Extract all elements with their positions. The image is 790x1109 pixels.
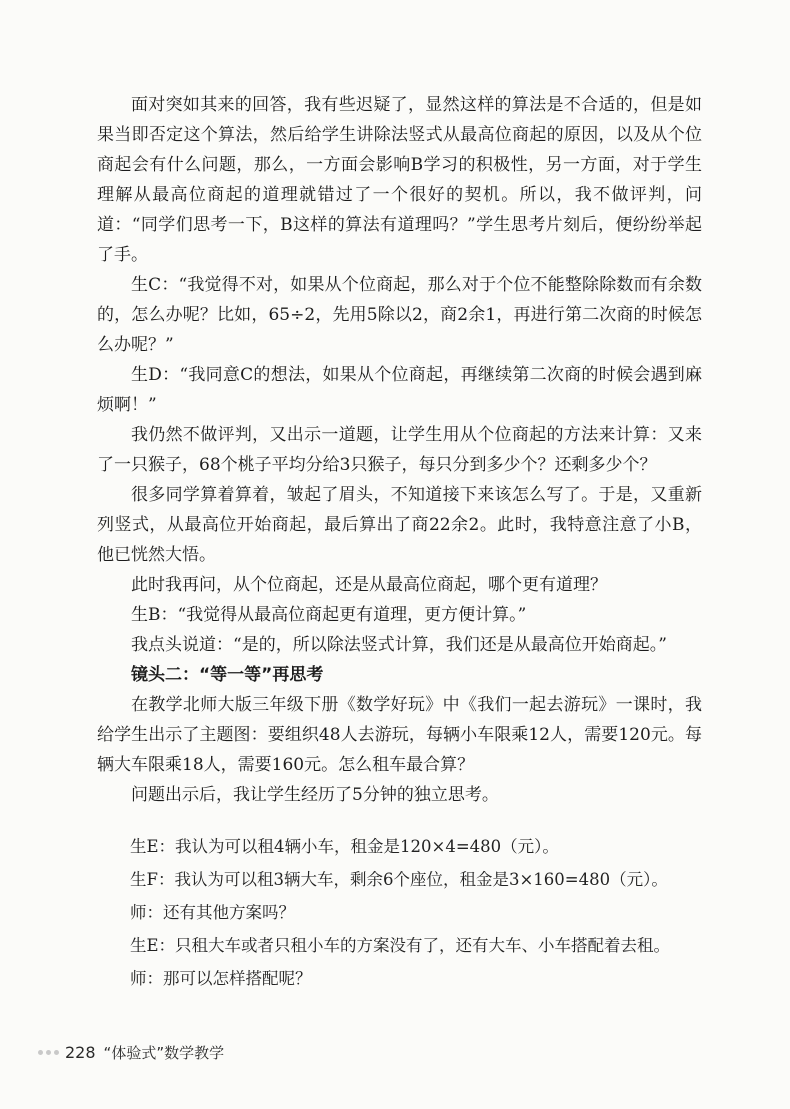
dialog-block	[97, 830, 702, 995]
page-footer	[38, 1042, 224, 1063]
paragraph-9: 在教学北师大版三年级下册《数学好玩》中《我们一起去游玩》一课时，我给学生出示了主题图：要组织48人去游玩，每辆小车限乘12人，需要120元。每辆大车限乘18人，需要160元。怎么租车最合算？	[97, 695, 702, 775]
section-heading: 镜头二：“等一等”再思考	[131, 665, 324, 685]
dialog-line: 生E：我认为可以租4辆小车，租金是120×4=480（元）。	[130, 837, 559, 856]
paragraph-5: 很多同学算着算着，皱起了眉头，不知道接下来该怎么写了。于是，又重新列竖式，从最高位开始商起，最后算出了商22余2。此时，我特意注意了小B，他已恍然大悟。	[97, 485, 702, 565]
paragraph-7: 生B：“我觉得从最高位商起更有道理，更方便计算。”	[131, 605, 527, 625]
page-number: 228	[65, 1043, 96, 1062]
paragraph-3: 生D：“我同意C的想法，如果从个位商起，再继续第二次商的时候会遇到麻烦啊！”	[97, 365, 702, 415]
dialog-line: 师：还有其他方案吗？	[130, 903, 295, 922]
page-body	[97, 90, 702, 995]
paragraph-10: 问题出示后，我让学生经历了5分钟的独立思考。	[131, 785, 499, 805]
dialog-line: 生F：我认为可以租3辆大车，剩余6个座位，租金是3×160=480（元）。	[130, 870, 668, 889]
paragraph-1: 面对突如其来的回答，我有些迟疑了，显然这样的算法是不合适的，但是如果当即否定这个算法，然后给学生讲除法竖式从最高位商起的原因，以及从个位商起会有什么问题，那么，一方面会影响B学习的积极性，另一方面，对于学生理解从最高位商起的道理就错过了一个很好的契机。所以，我不做评判，问道：“同学们思考一下，B这样的算法有道理吗？”学生思考片刻后，便纷纷举起了手。	[97, 95, 702, 265]
book-title: “体验式”数学教学	[103, 1044, 225, 1062]
paragraph-8: 我点头说道：“是的，所以除法竖式计算，我们还是从最高位开始商起。”	[131, 635, 667, 655]
paragraph-4: 我仍然不做评判，又出示一道题，让学生用从个位商起的方法来计算：又来了一只猴子，68个桃子平均分给3只猴子，每只分到多少个？还剩多少个？	[97, 425, 702, 475]
dialog-line: 师：那可以怎样搭配呢？	[130, 969, 312, 988]
paragraph-6: 此时我再问，从个位商起，还是从最高位商起，哪个更有道理？	[131, 575, 607, 595]
paragraph-2: 生C：“我觉得不对，如果从个位商起，那么对于个位不能整除除数而有余数的，怎么办呢？比如，65÷2，先用5除以2，商2余1，再进行第二次商的时候怎么办呢？”	[97, 275, 702, 355]
dialog-line: 生E：只租大车或者只租小车的方案没有了，还有大车、小车搭配着去租。	[130, 936, 671, 955]
footer-dots-icon	[38, 1050, 59, 1055]
